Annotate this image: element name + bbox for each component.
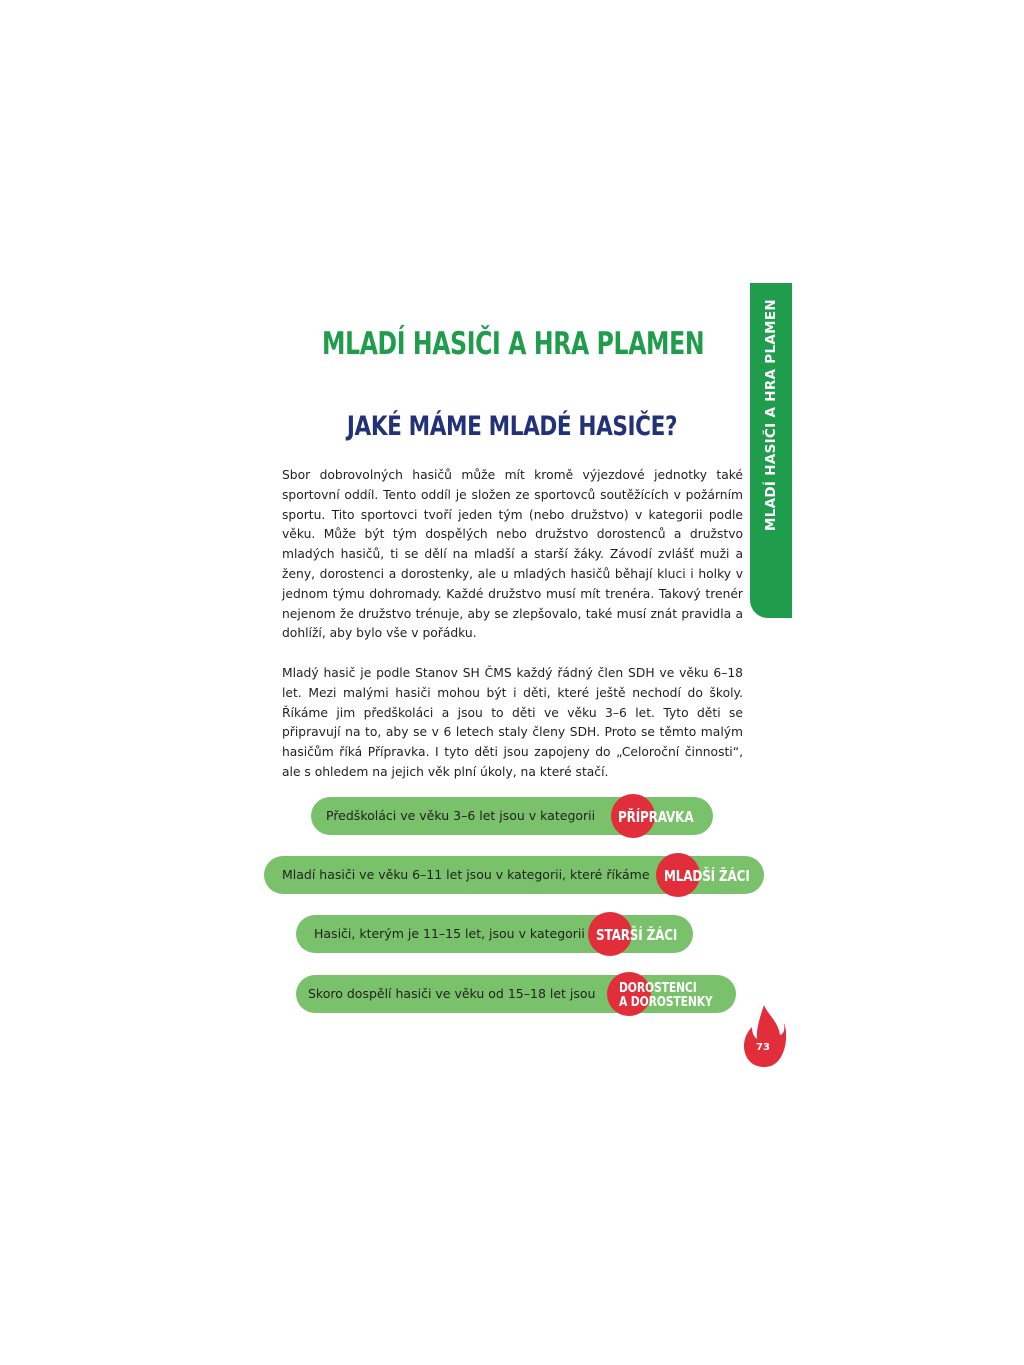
side-tab-label: MLADÍ HASIČI A HRA PLAMEN — [763, 299, 779, 531]
category-badge: PŘÍPRAVKA — [618, 808, 694, 826]
category-badge: STARŠÍ ŽÁCI — [596, 926, 678, 944]
flame-icon — [742, 1003, 786, 1069]
category-badge: MLADŠÍ ŽÁCI — [664, 867, 750, 885]
category-text: Hasiči, kterým je 11–15 let, jsou v kategorii — [314, 926, 585, 941]
category-badge-line2: A DOROSTENKY — [619, 994, 713, 1010]
section-heading: JAKÉ MÁME MLADÉ HASIČE? — [346, 411, 678, 442]
category-text: Mladí hasiči ve věku 6–11 let jsou v kategorii, které říkáme — [282, 867, 650, 882]
paragraph-young-firefighter: Mladý hasič je podle Stanov SH ČMS každý řádný člen SDH ve věku 6–18 let. Mezi malými hasiči mohou být i děti, které ještě nechodí do školy. Říkáme jim předškoláci a jsou to děti ve věku 3–6 let. Tyto děti se připravují na to, aby se v 6 letech staly členy SDH. Proto se těmto malým hasičům říká Přípravka. I tyto děti jsou zapojeny do „Celoroční činnosti“, ale s ohledem na jejich věk plní úkoly, na které stačí. — [282, 666, 743, 779]
paragraph-sports-club: Sbor dobrovolných hasičů může mít kromě výjezdové jednotky také sportovní oddíl. Tento oddíl je složen ze sportovců soutěžících v požárním sportu. Tito sportovci tvoří jeden tým (nebo družstvo) v kategorii podle věku. Může být tým dospělých nebo družstvo dorostenců a družstvo mladých hasičů, ti se dělí na mladší a starší žáky. Závodí zvlášť muži a ženy, dorostenci a dorostenky, ale u mladých hasičů běhají kluci i holky v jednom týmu dohromady. Každé družstvo musí mít trenéra. Takový trenér nejenom že družstvo trénuje, aby se zlepšovalo, také musí znát pravidla a dohlíží, aby bylo vše v pořádku. — [282, 468, 743, 641]
page-number: 73 — [756, 1042, 770, 1053]
category-text: Skoro dospělí hasiči ve věku od 15–18 let jsou — [308, 986, 596, 1001]
page-title: MLADÍ HASIČI A HRA PLAMEN — [322, 326, 705, 362]
category-badge-line1: DOROSTENCI — [619, 980, 697, 996]
category-text: Předškoláci ve věku 3–6 let jsou v kategorii — [326, 808, 596, 823]
